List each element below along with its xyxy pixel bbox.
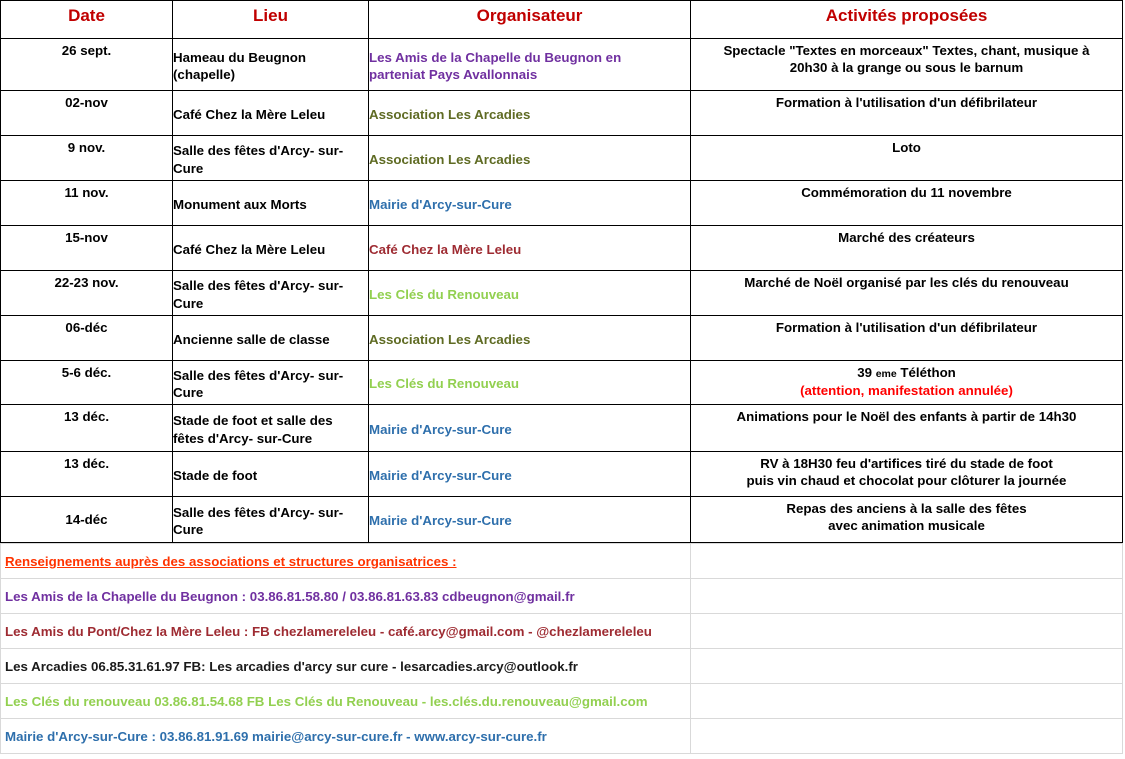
cell-lieu [173, 361, 369, 405]
organisateur-line1: Association Les Arcadies [369, 331, 531, 347]
lieu-line2: Cure [173, 522, 204, 537]
contacts-empty-cell [691, 719, 1123, 754]
cell-date: 13 déc. [1, 405, 173, 452]
cell-date: 13 déc. [1, 452, 173, 497]
cell-activite [691, 316, 1123, 361]
table-row [1, 271, 1123, 316]
contacts-heading-cell [1, 544, 691, 579]
contact-row [1, 649, 1123, 684]
table-row [1, 226, 1123, 271]
cell-date: 11 nov. [1, 181, 173, 226]
cell-organisateur [369, 136, 691, 181]
organisateur-line2: parteniat Pays Avallonnais [369, 67, 538, 82]
activite-cancelled-note: (attention, manifestation annulée) [800, 382, 1013, 398]
activite-line2: avec animation musicale [828, 518, 985, 534]
cell-lieu [173, 452, 369, 497]
contact-line: Les Amis du Pont/Chez la Mère Leleu : FB chezlamereleleu - café.arcy@gmail.com - @chezlamereleleu [5, 623, 652, 639]
activite-line1: Commémoration du 11 novembre [801, 185, 1012, 200]
table-row [1, 39, 1123, 91]
organisateur-line1: Mairie d'Arcy-sur-Cure [369, 421, 512, 437]
organisateur-line1: Les Clés du Renouveau [369, 286, 519, 302]
cell-activite [691, 405, 1123, 452]
activite-telethon-eme: eme [875, 368, 897, 380]
table-row [1, 316, 1123, 361]
contacts-table [0, 543, 1123, 754]
lieu-line1: Ancienne salle de classe [173, 331, 330, 347]
cell-lieu [173, 271, 369, 316]
activite-telethon-number: 39 [857, 365, 872, 380]
organisateur-line1: Les Clés du Renouveau [369, 376, 519, 392]
contact-line: Les Arcadies 06.85.31.61.97 FB: Les arcadies d'arcy sur cure - lesarcadies.arcy@outlook.fr [5, 658, 578, 674]
contact-row [1, 579, 1123, 614]
activite-line1: Repas des anciens à la salle des fêtes [786, 501, 1027, 516]
table-row [1, 405, 1123, 452]
organisateur-line1: Café Chez la Mère Leleu [369, 241, 522, 257]
lieu-line1: Stade de foot et salle des [173, 413, 333, 429]
cell-organisateur [369, 405, 691, 452]
contacts-empty-cell [691, 544, 1123, 579]
contact-cell [1, 684, 691, 719]
cell-lieu [173, 405, 369, 452]
contact-cell [1, 719, 691, 754]
table-row [1, 497, 1123, 543]
cell-activite [691, 361, 1123, 405]
contacts-empty-cell [691, 684, 1123, 719]
lieu-line2: Cure [173, 160, 204, 176]
contact-line: Les Amis de la Chapelle du Beugnon : 03.86.81.58.80 / 03.86.81.63.83 cdbeugnon@gmail.fr [5, 588, 575, 604]
cell-organisateur [369, 91, 691, 136]
table-row [1, 136, 1123, 181]
lieu-line1: Salle des fêtes d'Arcy- sur- [173, 367, 344, 383]
organisateur-line1: Mairie d'Arcy-sur-Cure [369, 196, 512, 212]
activite-line1: Loto [892, 140, 921, 155]
cell-organisateur [369, 452, 691, 497]
cell-date: 14-déc [1, 497, 173, 543]
lieu-line2: Cure [173, 385, 204, 400]
activite-line1: Spectacle "Textes en morceaux" Textes, chant, musique à [723, 43, 1090, 58]
lieu-line1: Café Chez la Mère Leleu [173, 241, 326, 257]
lieu-line1: Stade de foot [173, 467, 258, 483]
contact-line: Mairie d'Arcy-sur-Cure : 03.86.81.91.69 mairie@arcy-sur-cure.fr - www.arcy-sur-cure.fr [5, 728, 547, 744]
column-header-activites: Activités proposées [691, 1, 1123, 39]
table-row [1, 452, 1123, 497]
cell-organisateur [369, 226, 691, 271]
cell-lieu [173, 91, 369, 136]
cell-lieu [173, 39, 369, 91]
activite-line1: Formation à l'utilisation d'un défibrilateur [775, 320, 1038, 335]
table-row [1, 91, 1123, 136]
contacts-empty-cell [691, 614, 1123, 649]
contacts-heading: Renseignements auprès des associations et structures organisatrices : [5, 553, 457, 569]
contact-row [1, 614, 1123, 649]
column-header-lieu: Lieu [173, 1, 369, 39]
activite-line2: puis vin chaud et chocolat pour clôturer la journée [746, 473, 1067, 489]
cell-date: 26 sept. [1, 39, 173, 91]
lieu-line1: Café Chez la Mère Leleu [173, 106, 326, 122]
column-header-date: Date [1, 1, 173, 39]
lieu-line1: Hameau du Beugnon [173, 49, 306, 65]
column-header-organisateur: Organisateur [369, 1, 691, 39]
activite-line1: Marché de Noël organisé par les clés du renouveau [744, 275, 1069, 290]
lieu-line1: Monument aux Morts [173, 196, 307, 212]
lieu-line2: Cure [173, 295, 204, 311]
cell-activite [691, 226, 1123, 271]
contacts-heading-row [1, 544, 1123, 579]
contact-row [1, 684, 1123, 719]
cell-activite [691, 497, 1123, 543]
cell-date: 9 nov. [1, 136, 173, 181]
cell-date: 5-6 déc. [1, 361, 173, 405]
table-header-row [1, 1, 1123, 39]
cell-date: 06-déc [1, 316, 173, 361]
cell-organisateur [369, 497, 691, 543]
activite-line1: Animations pour le Noël des enfants à partir de 14h30 [736, 409, 1077, 424]
cell-lieu [173, 226, 369, 271]
cell-activite [691, 452, 1123, 497]
contact-cell [1, 614, 691, 649]
cell-lieu [173, 181, 369, 226]
organisateur-line1: Association Les Arcadies [369, 151, 531, 167]
activite-line1: Formation à l'utilisation d'un défibrilateur [775, 95, 1038, 110]
cell-date: 22-23 nov. [1, 271, 173, 316]
organisateur-line1: Mairie d'Arcy-sur-Cure [369, 467, 512, 483]
cell-lieu [173, 136, 369, 181]
organisateur-line1: Mairie d'Arcy-sur-Cure [369, 513, 512, 529]
cell-lieu [173, 497, 369, 543]
contact-row [1, 719, 1123, 754]
cell-activite [691, 91, 1123, 136]
lieu-line1: Salle des fêtes d'Arcy- sur- [173, 504, 344, 520]
cell-lieu [173, 316, 369, 361]
cell-organisateur [369, 361, 691, 405]
contacts-empty-cell [691, 579, 1123, 614]
table-row [1, 361, 1123, 405]
contacts-empty-cell [691, 649, 1123, 684]
cell-activite [691, 271, 1123, 316]
activite-line1: Marché des créateurs [838, 230, 975, 245]
contact-cell [1, 649, 691, 684]
activite-line2: 20h30 à la grange ou sous le barnum [789, 60, 1024, 76]
cell-activite [691, 136, 1123, 181]
cell-date: 15-nov [1, 226, 173, 271]
lieu-line1: Salle des fêtes d'Arcy- sur- [173, 278, 344, 294]
lieu-line1: Salle des fêtes d'Arcy- sur- [173, 143, 344, 159]
organisateur-line1: Les Amis de la Chapelle du Beugnon en [369, 49, 622, 65]
cell-activite [691, 39, 1123, 91]
contact-cell [1, 579, 691, 614]
cell-organisateur [369, 316, 691, 361]
cell-activite [691, 181, 1123, 226]
lieu-line2: fêtes d'Arcy- sur-Cure [173, 430, 313, 446]
table-row [1, 181, 1123, 226]
cell-organisateur [369, 181, 691, 226]
cell-date: 02-nov [1, 91, 173, 136]
activite-telethon-word: Téléthon [900, 365, 956, 380]
cell-organisateur [369, 39, 691, 91]
contact-line: Les Clés du renouveau 03.86.81.54.68 FB Les Clés du Renouveau - les.clés.du.renouveau@gmail.com [5, 693, 648, 709]
cell-organisateur [369, 271, 691, 316]
lieu-line2: (chapelle) [173, 67, 236, 82]
activite-line1: RV à 18H30 feu d'artifices tiré du stade de foot [760, 456, 1053, 471]
organisateur-line1: Association Les Arcadies [369, 106, 531, 122]
